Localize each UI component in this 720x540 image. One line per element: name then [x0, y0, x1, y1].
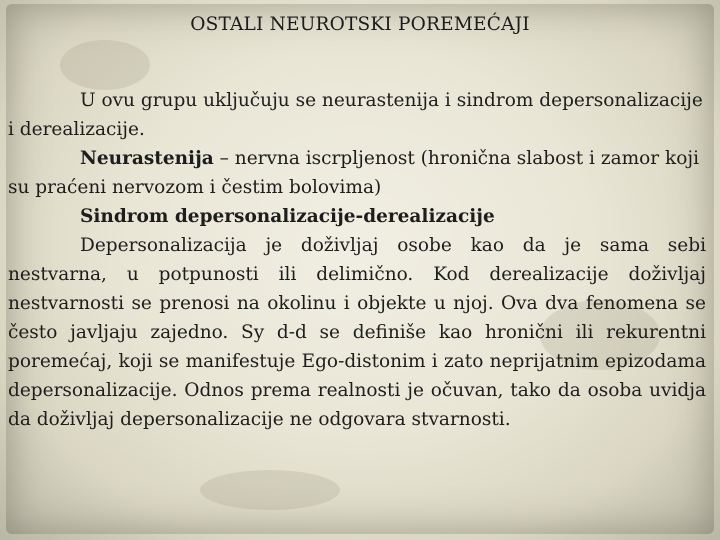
texture-speck	[60, 40, 150, 90]
neurastenija-definition: – nervna iscrpljenost (hronična slabost i zamor koji su praćeni nervozom i čestim bolovima)	[8, 148, 700, 198]
document-body	[8, 86, 706, 434]
section-heading: Sindrom depersonalizacije-derealizacije	[80, 206, 495, 227]
intro-paragraph: U ovu grupu uključuju se neurastenija i sindrom depersonalizacije i derealizacije.	[8, 90, 703, 140]
neurastenija-paragraph	[8, 144, 706, 202]
texture-speck	[200, 470, 340, 510]
body-paragraph: Depersonalizacija je doživljaj osobe kao da je sama sebi nestvarna, u potpunosti ili delimično. Kod derealizacije doživljaj nestvarnosti se prenosi na okolinu i objekte u njoj. Ova dva fenomena se često javljaju zajedno. Sy d-d se definiše kao hronični ili rekurentni poremećaj, koji se manifestuje Ego-distonim i zato neprijatnim epizodama depersonalizacije. Odnos prema realnosti je očuvan, tako da osoba uvidja da doživljaj depersonalizacije ne odgovara stvarnosti.	[8, 235, 706, 430]
neurastenija-term: Neurastenija	[80, 148, 214, 169]
page-title: OSTALI NEUROTSKI POREMEĆAJI	[190, 14, 530, 35]
